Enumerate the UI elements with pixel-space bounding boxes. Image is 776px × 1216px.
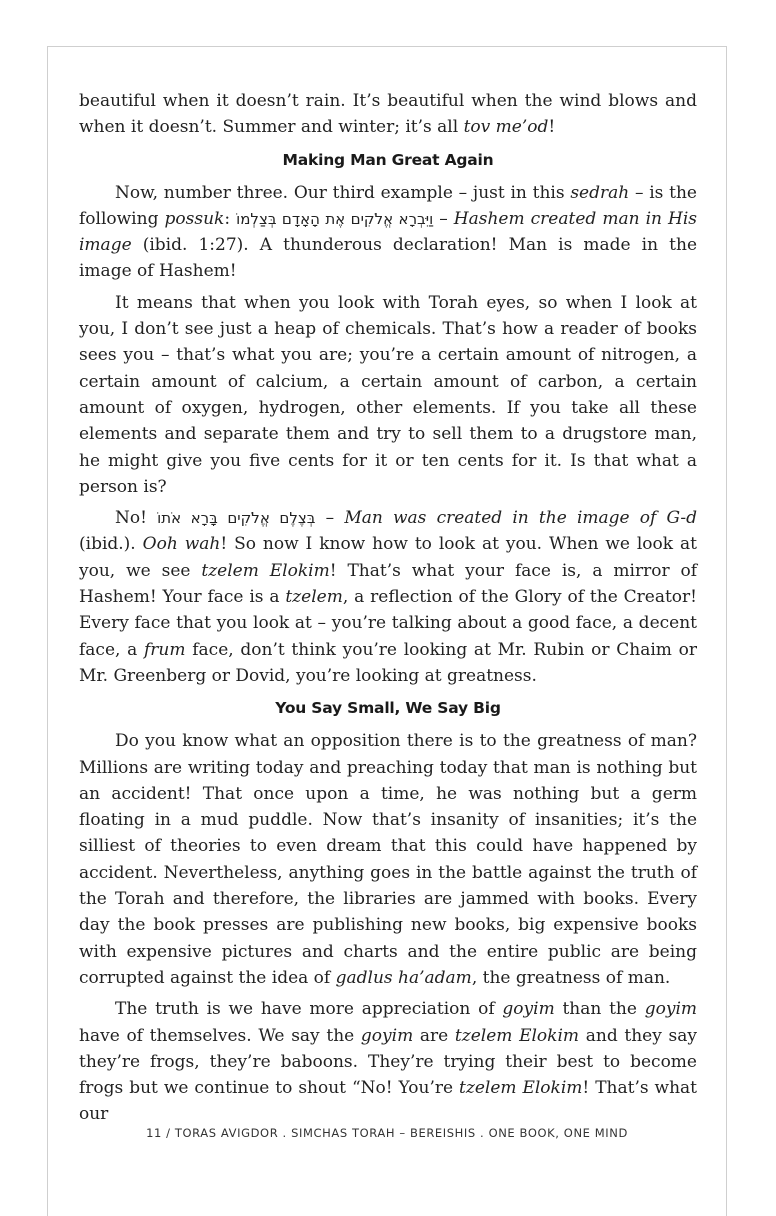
text-run: face, don’t think you’re looking at Mr. Rubin or Chaim or Mr. Greenberg or Dovid, you’re looking at greatness. [79,639,697,686]
italic-term: sedrah [570,182,630,203]
text-run: ! That’s what our [79,1078,697,1125]
italic-term: tzelem Elokim [201,560,330,581]
paragraph-third-example [79,180,697,285]
text-run: (ibid.). [79,534,143,555]
text-run: ! So now I know how to look at you. When we look at you, we see [79,534,697,581]
section-heading-making-man-great: Making Man Great Again [282,150,494,169]
text-run: , a reflection of the Glory of the Creator! Every face that you look at – you’re talking about a good face, a decent face, a [79,587,697,660]
italic-term: gadlus ha’adam [335,967,472,988]
paragraph-opposition [79,728,697,991]
page-footer: 11 / TORAS AVIGDOR . SIMCHAS TORAH – BEREISHIS . ONE BOOK, ONE MIND [146,1126,628,1140]
section-heading-you-say-small: You Say Small, We Say Big [275,699,501,718]
text-run: and they say they’re frogs, they’re baboons. They’re trying their best to become frogs but we continue to shout “No! You’re [79,1025,698,1099]
hebrew-quote: וַיִּבְרָא אֱלֹקִים אֶת הָאָדָם בְּצַלְמוֹ [236,209,434,228]
italic-translation: Hashem created man in His image [79,208,698,256]
text-run: are [413,1025,455,1046]
text-run: have of themselves. We say the [79,1025,361,1046]
italic-term: tov me’od [463,117,549,138]
text-run: : [224,208,237,229]
italic-term: Ooh wah [142,534,221,555]
italic-term: tzelem [285,587,343,608]
text-run: ! That’s what your face is, a mirror of Hashem! Your face is a [79,560,698,608]
italic-term: tzelem Elokim [459,1078,583,1099]
paragraph-torah-eyes: It means that when you look with Torah eyes, so when I look at you, I don’t see just a heap of chemicals. That’s how a reader of books sees you – that’s what you are; you’re a certain amount of nitrogen, a certain amount of calcium, a certain amount of carbon, a certain amount of oxygen, hydrogen, other elements. If you take all these elements and separate them and try to sell them to a drugstore man, he might give you five cents for it or ten cents for it. Is that what a person is? [79,292,697,497]
text-run: (ibid. 1:27). A thunderous declaration! Man is made in the image of Hashem! [79,235,697,282]
italic-term: possuk [164,208,225,229]
text-run: The truth is we have more appreciation of [115,999,503,1020]
page-body [79,88,697,1133]
text-run: – [315,508,345,529]
italic-term: tzelem Elokim [454,1025,580,1046]
text-run: Do you know what an opposition there is to the greatness of man? Millions are writing today and preaching today that man is nothing but an accident! That once upon a time, he was nothing but a germ floating in a mud puddle. Now that’s insanity of insanities; it’s the silliest of theories to even dream that this could have happened by accident. Nevertheless, anything goes in the battle against the truth of the Torah and therefore, the libraries are jammed with books. Every day the book presses are publishing new books, big expensive books with expensive pictures and charts and the entire public are being corrupted against the idea of [79,731,697,988]
text-run: Now, number three. Our third example – just in this [115,182,571,203]
italic-term: goyim [502,999,555,1020]
text-run: – is the following [79,182,697,229]
text-run: , the greatness of man. [471,967,671,988]
paragraph-goyim [79,996,697,1127]
text-run: beautiful when it doesn’t rain. It’s beautiful when the wind blows and when it doesn’t. Summer and winter; it’s all [79,91,697,138]
italic-term: goyim [360,1025,414,1046]
text-run: No! [115,508,158,529]
hebrew-quote: בְּצֶלֶם אֱלֹקִים בָּרָא אֹתוֹ [157,509,316,528]
text-run: – [433,208,454,229]
text-run: ! [548,117,556,138]
paragraph-tzelem-elokim [79,505,697,689]
italic-term: frum [144,639,186,660]
italic-term: goyim [644,999,697,1020]
paragraph-continuation [79,88,697,141]
italic-translation: Man was created in the image of G-d [344,508,697,529]
text-run: than the [554,999,645,1020]
